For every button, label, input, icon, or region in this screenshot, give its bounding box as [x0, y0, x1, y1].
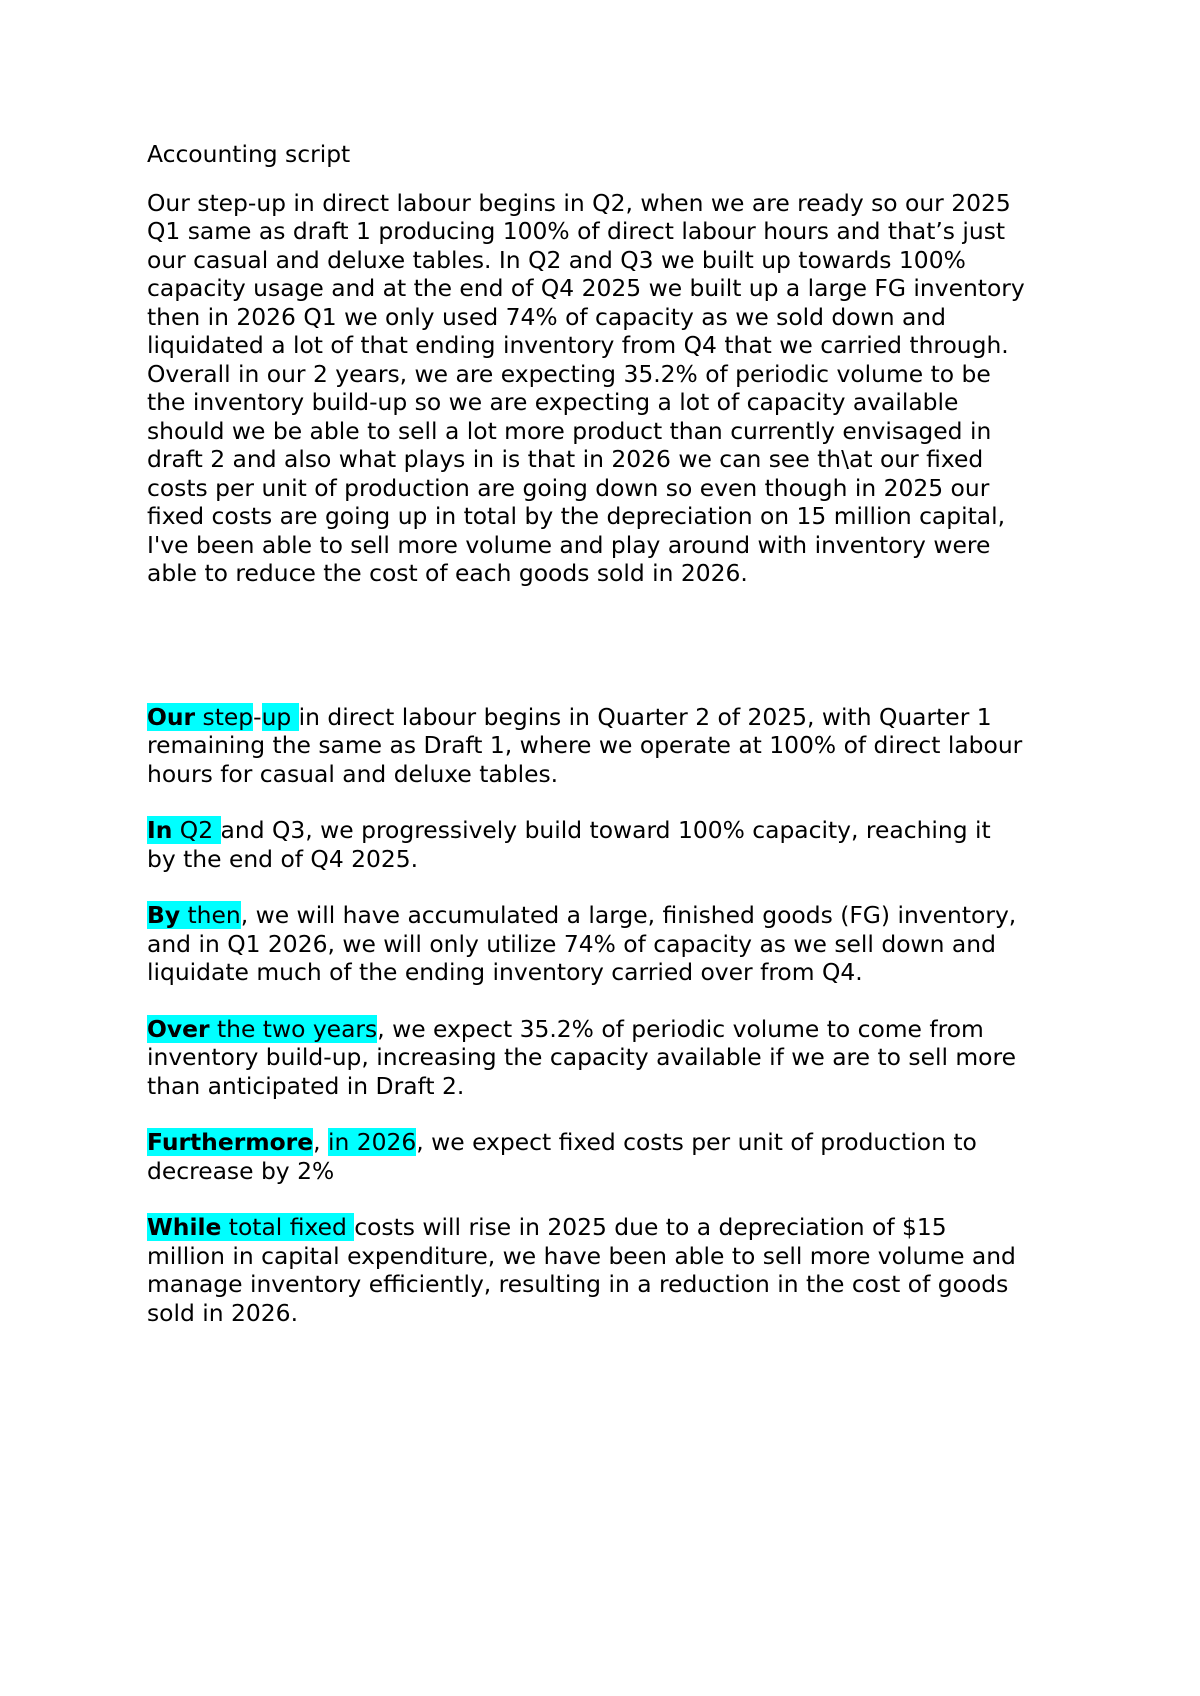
highlighted-lead-word: In: [147, 816, 173, 844]
highlighted-text: Q2: [172, 816, 221, 844]
plain-text: -: [253, 702, 262, 731]
draft-paragraph: Our step-up in direct labour begins in Q2, when we are ready so our 2025 Q1 same as draft 1 producing 100% of direct labour hours and that’s just our casual and deluxe tables. In Q2 and Q3 we built up towards 100% capacity usage and at the end of Q4 2025 we built up a large FG inventory then in 2026 Q1 we only used 74% of capacity as we sold down and liquidated a lot of that ending inventory from Q4 that we carried through. Overall in our 2 years, we are expecting 35.2% of periodic volume to be the inventory build-up so we are expecting a lot of capacity available should we be able to sell a lot more product than currently envisaged in draft 2 and also what plays in is that in 2026 we can see th\at our fixed costs per unit of production are going down so even though in 2025 our fixed costs are going up in total by the depreciation on 15 million capital, I've been able to sell more volume and play around with inventory were able to reduce the cost of each goods sold in 2026.: [147, 188, 1025, 587]
paragraph-body: and Q3, we progressively build toward 100% capacity, reaching it by the end of Q4 2025.: [147, 816, 991, 873]
revised-paragraph-3: [147, 901, 1077, 987]
revised-paragraph-6: [147, 1213, 1077, 1327]
paragraph-body: , we expect 35.2% of periodic volume to come from inventory build-up, increasing the capacity available if we are to sell more than anticipated in Draft 2.: [147, 1014, 1016, 1100]
revised-paragraph-5: [147, 1128, 1077, 1185]
highlighted-text: then: [180, 901, 241, 929]
revised-paragraph-1: [147, 703, 1077, 789]
highlighted-text: in 2026: [327, 1128, 417, 1156]
revised-section: [147, 703, 1077, 1328]
paragraph-body: in direct labour begins in Quarter 2 of 2025, with Quarter 1 remaining the same as Draft 1, where we operate at 100% of direct labour hours for casual and deluxe tables.: [147, 702, 1023, 788]
highlighted-text: the two years: [209, 1014, 378, 1043]
paragraph-body: costs will rise in 2025 due to a depreciation of $15 million in capital expenditure, we have been able to sell more volume and manage inventory efficiently, resulting in a reduction in the cost of goods sold in 2026.: [147, 1213, 1016, 1327]
highlighted-lead-word: Furthermore: [147, 1128, 314, 1156]
highlighted-text: step: [195, 702, 254, 731]
section-spacer: [147, 588, 1077, 703]
revised-paragraph-4: [147, 1015, 1077, 1101]
highlighted-text: total fixed: [221, 1213, 355, 1241]
document-page: [147, 140, 1077, 1355]
highlighted-lead-word: While: [147, 1213, 222, 1241]
highlighted-text: up: [261, 702, 299, 731]
paragraph-body: , we expect fixed costs per unit of production to decrease by 2%: [147, 1128, 977, 1185]
document-title: Accounting script: [147, 140, 351, 168]
plain-text: ,: [313, 1128, 328, 1156]
highlighted-lead-word: By: [147, 901, 181, 929]
highlighted-lead-word: Our: [147, 702, 196, 731]
revised-paragraph-2: [147, 816, 1077, 873]
paragraph-body: , we will have accumulated a large, finished goods (FG) inventory, and in Q1 2026, we will only utilize 74% of capacity as we sell down and liquidate much of the ending inventory carried over from Q4.: [147, 901, 1017, 986]
highlighted-lead-word: Over: [147, 1014, 210, 1043]
